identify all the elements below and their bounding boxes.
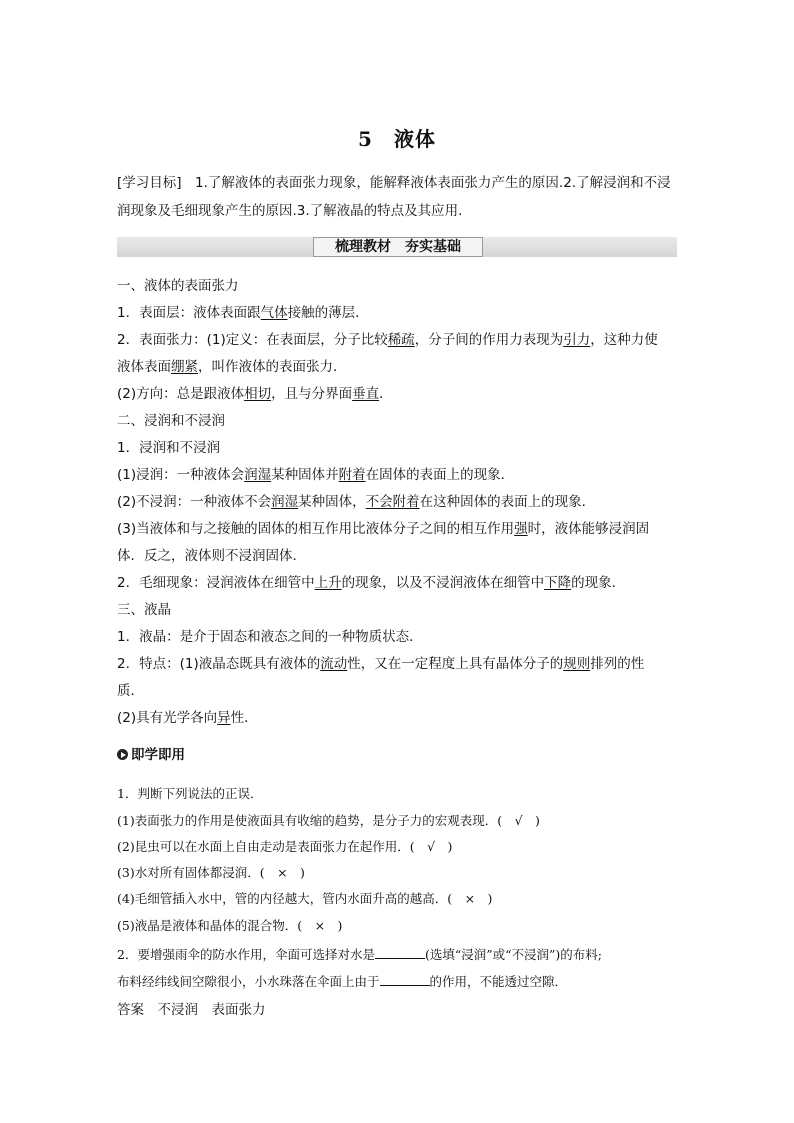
practice-heading-text: 即学即用 — [131, 747, 185, 763]
answer-line: 答案 不浸润 表面张力 — [117, 1002, 266, 1018]
section2-p3-line1 — [117, 519, 677, 539]
text-span: 的作用，不能透过空隙． — [429, 974, 568, 989]
section3-p2-line2: 质． — [117, 683, 144, 699]
text-span: 2．表面张力：(1)定义：在表面层，分子比较 — [117, 332, 388, 348]
key-term: 强 — [514, 521, 528, 537]
text-span: ，且与分界面 — [271, 386, 353, 402]
section3-p2-line1 — [117, 654, 677, 674]
key-term: 润湿 — [244, 467, 272, 483]
answer-blank-2[interactable] — [380, 973, 430, 986]
question-2-line-1 — [117, 945, 677, 965]
goals-label: [学习目标] — [117, 175, 182, 191]
text-span: 时，液体能够浸润固 — [527, 521, 650, 537]
key-term: 规则 — [563, 656, 591, 672]
question-1: 1．判断下列说法的正误． — [117, 786, 263, 801]
text-span: 的现象． — [571, 575, 626, 591]
banner-label: 梳理教材 夯实基础 — [313, 237, 483, 257]
question-1-item-5: (5)液晶是液体和晶体的混合物．( × ) — [117, 918, 343, 933]
text-span: 液体表面 — [117, 359, 171, 375]
text-span: 性． — [230, 710, 258, 726]
section1-heading: 一、液体的表面张力 — [117, 278, 239, 294]
key-term: 下降 — [544, 575, 572, 591]
key-term: 异 — [217, 710, 231, 726]
text-span: (2)不浸润：一种液体不会 — [117, 494, 272, 510]
key-term: 润湿 — [271, 494, 299, 510]
text-span: 在这种固体的表面上的现象． — [419, 494, 596, 510]
question-1-item-4: (4)毛细管插入水中，管的内径越大，管内水面升高的越高．( × ) — [117, 891, 493, 906]
section3-heading: 三、液晶 — [117, 602, 171, 618]
text-span: 布料经纬线间空隙很小，小水珠落在伞面上由于 — [117, 974, 380, 989]
goals-text-1: 1.了解液体的表面张力现象，能解释液体表面张力产生的原因.2.了解浸润和不浸 — [181, 175, 671, 191]
key-term: 引力 — [563, 332, 591, 348]
goals-line-1 — [117, 173, 677, 193]
text-span: 排列的性 — [590, 656, 645, 672]
text-span: 2．要增强雨伞的防水作用，伞面可选择对水是 — [117, 947, 375, 962]
text-span: 2．毛细现象：浸润液体在细管中 — [117, 575, 315, 591]
text-span: ． — [379, 386, 393, 402]
key-term: 气体 — [260, 305, 288, 321]
section1-p2-line2 — [117, 357, 677, 377]
section1-p3 — [117, 384, 677, 404]
text-span: (2)方向：总是跟液体 — [117, 386, 245, 402]
section-banner — [117, 237, 677, 257]
question-1-item-2: (2)昆虫可以在水面上自由走动是表面张力在起作用．( √ ) — [117, 839, 453, 854]
text-span: (3)当液体和与之接触的固体的相互作用比液体分子之间的相互作用 — [117, 521, 515, 537]
text-span: 2．特点：(1)液晶态既具有液体的 — [117, 656, 321, 672]
text-span: 某种固体并 — [271, 467, 339, 483]
text-span: 1．表面层：液体表面跟 — [117, 305, 261, 321]
answer-blank-1[interactable] — [375, 946, 425, 959]
text-span: ，这种力使 — [590, 332, 658, 348]
text-span: (2)具有光学各向 — [117, 710, 218, 726]
key-term: 稀疏 — [387, 332, 415, 348]
section1-p2-line1 — [117, 330, 677, 350]
play-circle-icon — [117, 749, 128, 760]
key-term: 垂直 — [352, 386, 380, 402]
text-span: ，分子间的作用力表现为 — [414, 332, 564, 348]
question-1-item-3: (3)水对所有固体都浸润．( × ) — [117, 865, 305, 880]
section2-p1 — [117, 465, 677, 485]
practice-heading — [117, 745, 677, 765]
text-span: 接触的薄层． — [287, 305, 369, 321]
question-2-line-2 — [117, 972, 677, 992]
section2-heading: 二、浸润和不浸润 — [117, 413, 225, 429]
text-span: 的现象，以及不浸润液体在细管中 — [341, 575, 545, 591]
key-term: 流动 — [320, 656, 348, 672]
section2-sub: 1．浸润和不浸润 — [117, 440, 221, 456]
section2-p4 — [117, 573, 677, 593]
section2-p3-line2: 体．反之，液体则不浸润固体． — [117, 548, 306, 564]
section1-p1 — [117, 303, 677, 323]
question-1-item-1: (1)表面张力的作用是使液面具有收缩的趋势，是分子力的宏观表现．( √ ) — [117, 813, 540, 828]
key-term: 相切 — [244, 386, 272, 402]
key-term: 上升 — [314, 575, 342, 591]
text-span: ，叫作液体的表面张力． — [198, 359, 347, 375]
key-term: 不会附着 — [365, 494, 420, 510]
text-span: (选填“浸润”或“不浸润”)的布料; — [424, 947, 602, 962]
section3-p1: 1．液晶：是介于固态和液态之间的一种物质状态． — [117, 629, 423, 645]
page-title: 5 液体 — [358, 127, 436, 151]
section2-p2 — [117, 492, 677, 512]
text-span: 在固体的表面上的现象． — [365, 467, 515, 483]
text-span: 某种固体， — [298, 494, 366, 510]
key-term: 附着 — [338, 467, 366, 483]
goals-line-2: 润现象及毛细现象产生的原因.3.了解液晶的特点及其应用. — [117, 203, 463, 219]
text-span: 性，又在一定程度上具有晶体分子的 — [347, 656, 564, 672]
text-span: (1)浸润：一种液体会 — [117, 467, 245, 483]
key-term: 绷紧 — [171, 359, 198, 375]
section3-p3 — [117, 708, 677, 728]
